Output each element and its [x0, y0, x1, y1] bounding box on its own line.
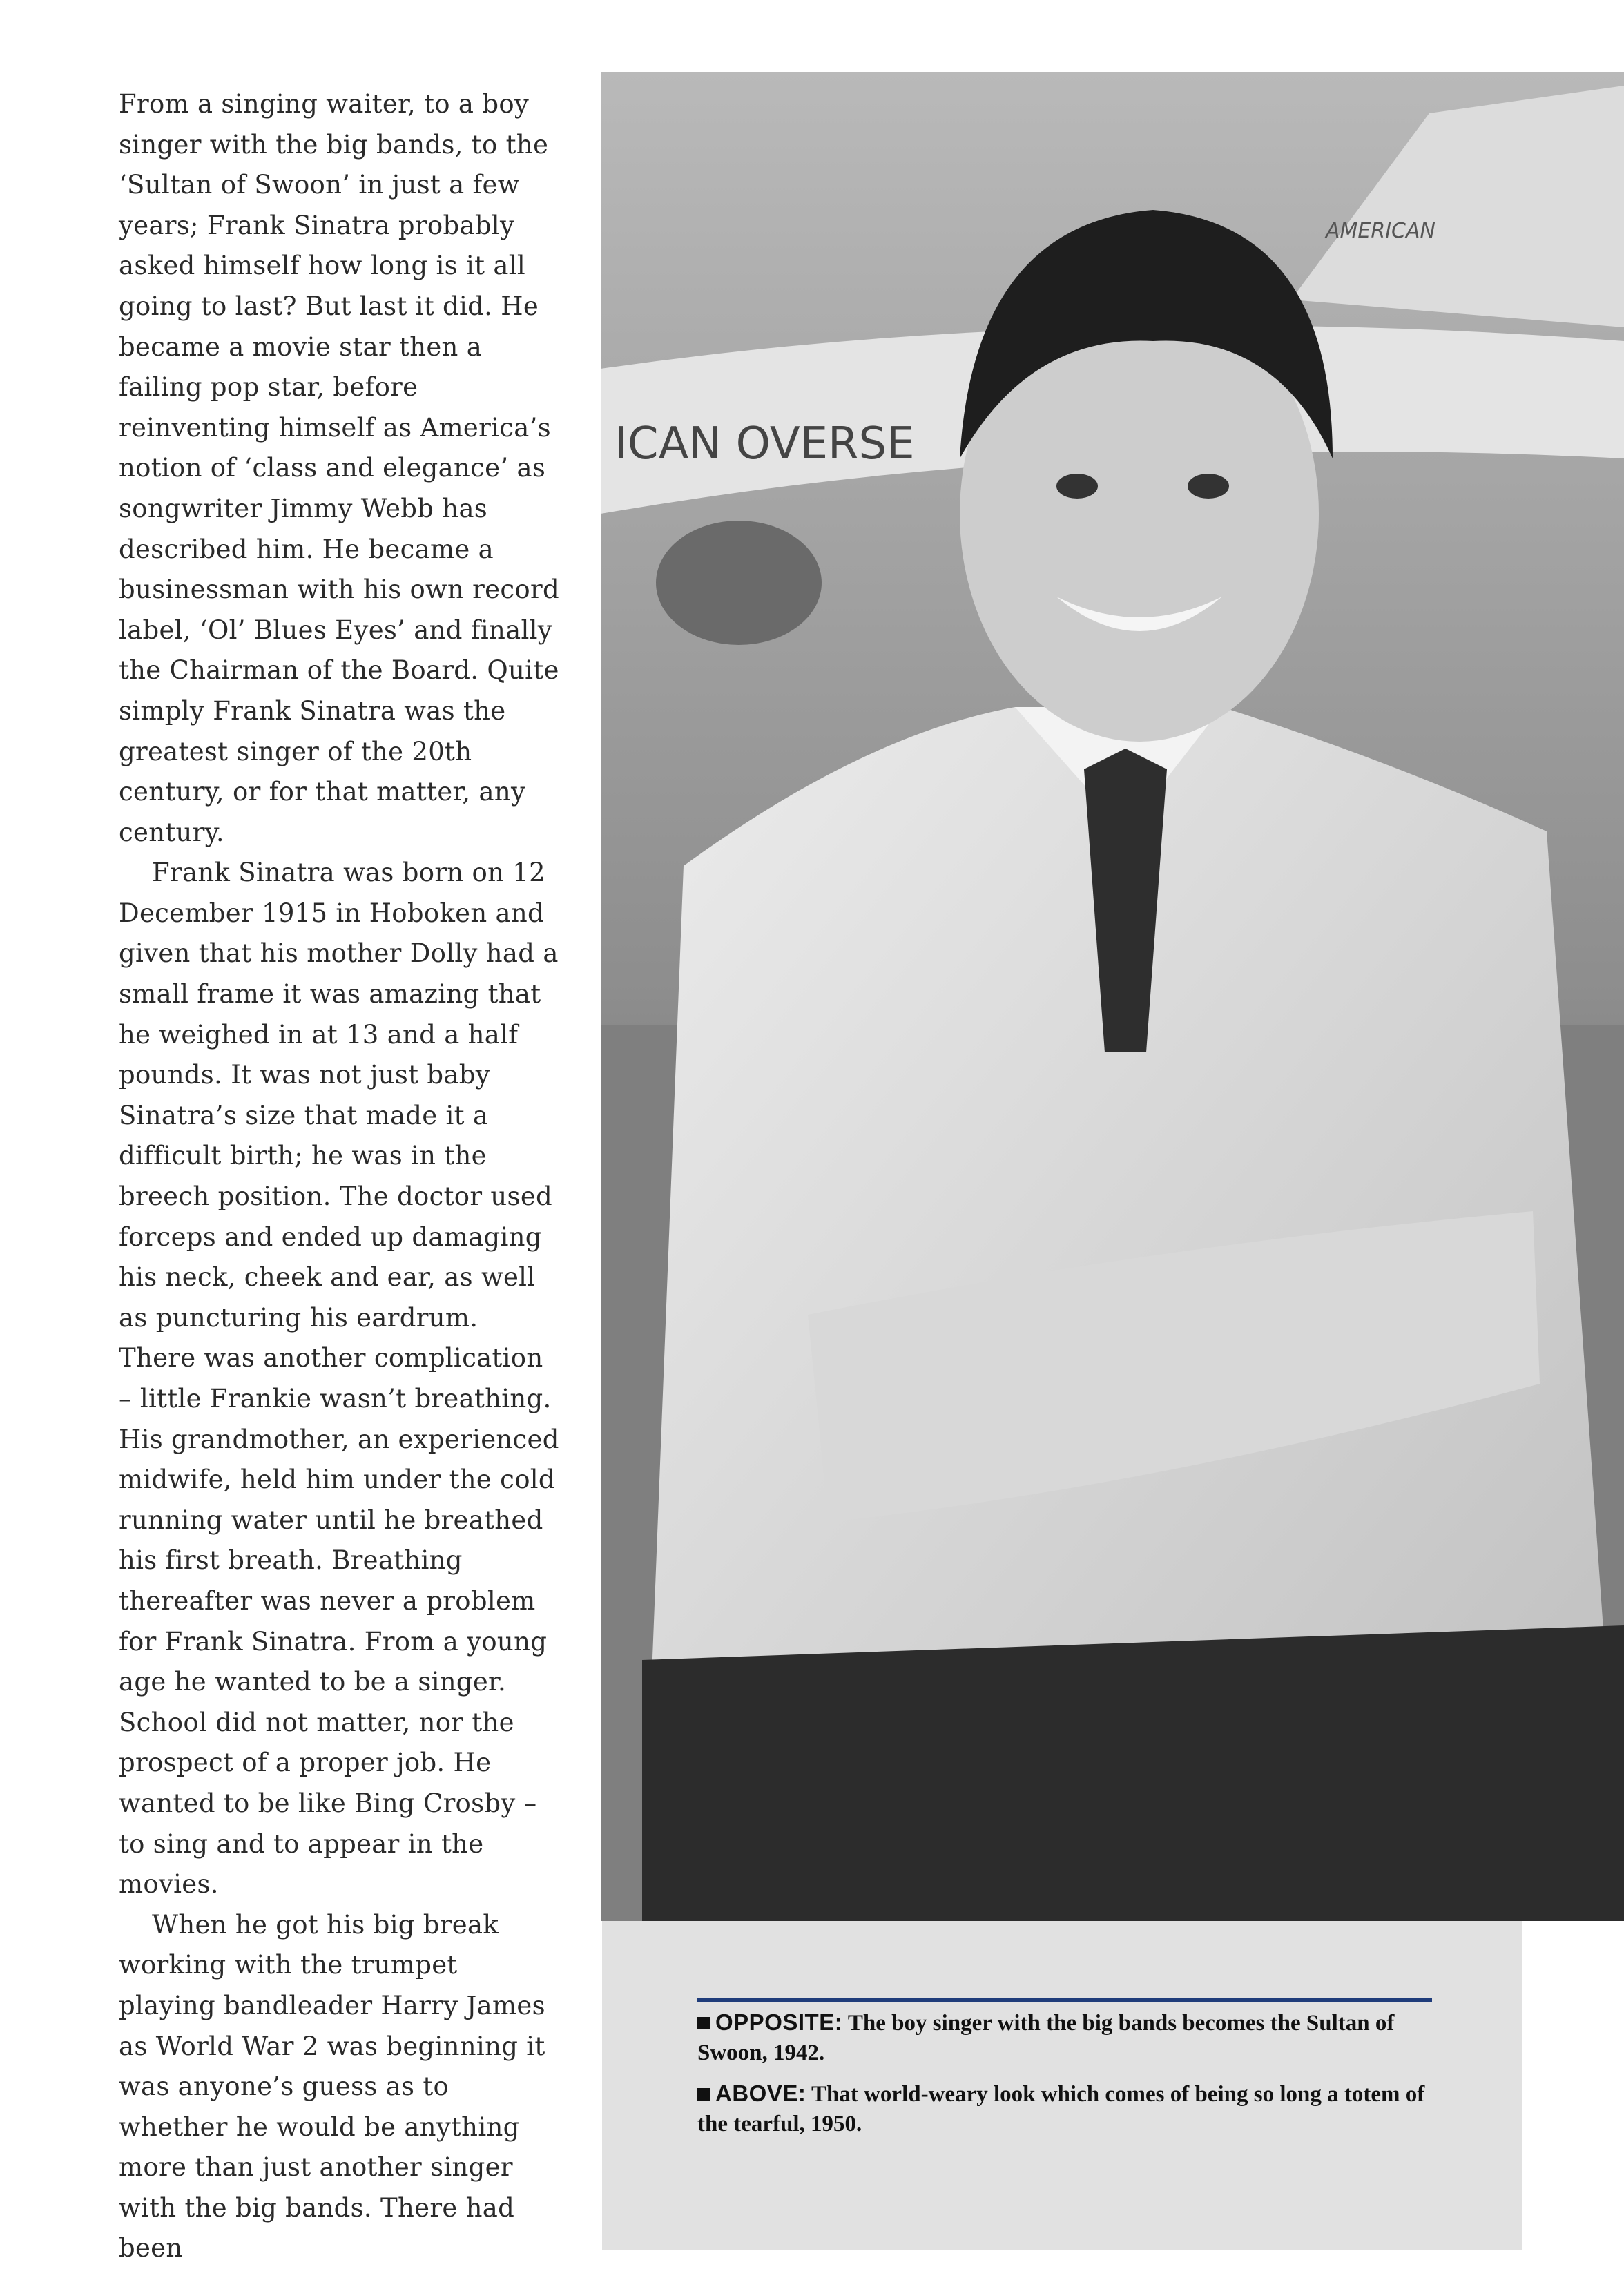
caption-label: ABOVE: [715, 2080, 806, 2106]
paragraph-3: When he got his big break working with the trumpet playing bandleader Harry James as World War 2 was beginning it was anyone’s guess as to whether he would be anything more than just another singer with the big bands. There had been [119, 1909, 545, 2263]
bullet-square-icon [697, 2017, 710, 2029]
portrait-photo [601, 72, 1624, 1921]
plane-body-text: ICAN OVERSE [615, 418, 915, 470]
caption-text: The boy singer with the big bands becomes the Sultan of Swoon, 1942. [697, 2011, 1395, 2065]
plane-engine [656, 521, 822, 645]
caption-above [697, 2078, 1432, 2139]
caption-opposite [697, 2007, 1432, 2068]
bullet-square-icon [697, 2088, 710, 2101]
portrait-illustration [601, 72, 1624, 1921]
trousers [642, 1625, 1624, 1921]
plane-tail-text: AMERICAN [1326, 219, 1436, 243]
caption-rule [697, 1998, 1432, 2002]
article-body [119, 84, 561, 2269]
paragraph-2: Frank Sinatra was born on 12 December 1915 in Hoboken and given that his mother Dolly had a small frame it was amazing that he weighed in at 13 and a half pounds. It was not just baby Sinatra’s size that made it a difficult birth; he was in the breech position. The doctor used forceps and ended up damaging his neck, cheek and ear, as well as puncturing his eardrum. There was another complication – little Frankie wasn’t breathing. His grandmother, an experienced midwife, held him under the cold running water until he breathed his first breath. Breathing thereafter was never a problem for Frank Sinatra. From a young age he wanted to be a singer. School did not matter, nor the prospect of a proper job. He wanted to be like Bing Crosby – to sing and to appear in the movies. [119, 858, 559, 1900]
caption-text: That world-weary look which comes of being so long a totem of the tearful, 1950. [697, 2082, 1425, 2136]
paragraph-1: From a singing waiter, to a boy singer with the big bands, to the ‘Sultan of Swoon’ in just a few years; Frank Sinatra probably asked himself how long is it all going to last? But last it did. He became a movie star then a failing pop star, before reinventing himself as America’s notion of ‘class and elegance’ as songwriter Jimmy Webb has described him. He became a businessman with his own record label, ‘Ol’ Blues Eyes’ and finally the Chairman of the Board. Quite simply Frank Sinatra was the greatest singer of the 20th century, or for that matter, any century. [119, 89, 559, 847]
caption-label: OPPOSITE: [715, 2009, 843, 2035]
caption-box [602, 1921, 1522, 2250]
